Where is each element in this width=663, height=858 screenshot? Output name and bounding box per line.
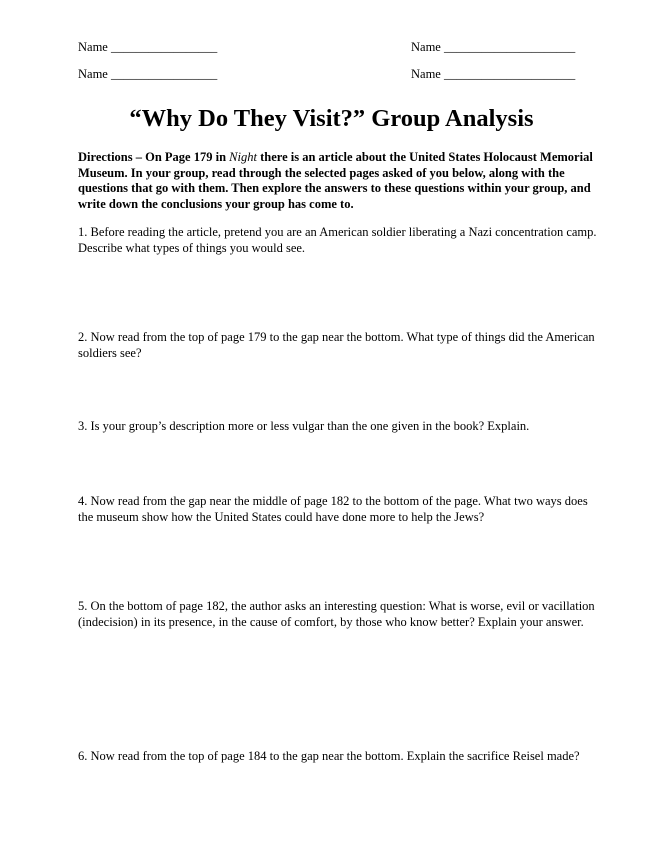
question-6: 6. Now read from the top of page 184 to the gap near the bottom. Explain the sacrifice Reisel made? [78, 749, 580, 763]
question-5: 5. On the bottom of page 182, the author asks an interesting question: What is worse, evil or vacillation (indecision) in its presence, in the cause of comfort, by those who know better? Explain your answer. [78, 599, 595, 629]
name-line-3: Name _________________ [78, 67, 218, 81]
directions-text-start: Directions – On Page 179 in [78, 150, 230, 164]
directions-text-end: there is an article about the United States Holocaust Memorial Museum. In your group, read through the selected pages asked of you below, along with the questions that go with them. Then explore the answers to these questions within your group, and write down the conclusions your group has come to. [78, 150, 593, 211]
question-3: 3. Is your group’s description more or less vulgar than the one given in the book? Explain. [78, 419, 530, 433]
page-title: “Why Do They Visit?” Group Analysis [129, 105, 534, 132]
question-2: 2. Now read from the top of page 179 to the gap near the bottom. What type of things did the American soldiers see? [78, 330, 595, 360]
question-1: 1. Before reading the article, pretend you are an American soldier liberating a Nazi concentration camp. Describe what types of things you would see. [78, 225, 597, 255]
name-line-2: Name _____________________ [411, 40, 576, 54]
book-title: Night [229, 150, 257, 164]
question-4: 4. Now read from the gap near the middle of page 182 to the bottom of the page. What two ways does the museum show how the United States could have done more to help the Jews? [78, 494, 588, 524]
name-line-4: Name _____________________ [411, 67, 576, 81]
name-line-1: Name _________________ [78, 40, 218, 54]
directions-paragraph [78, 150, 598, 212]
